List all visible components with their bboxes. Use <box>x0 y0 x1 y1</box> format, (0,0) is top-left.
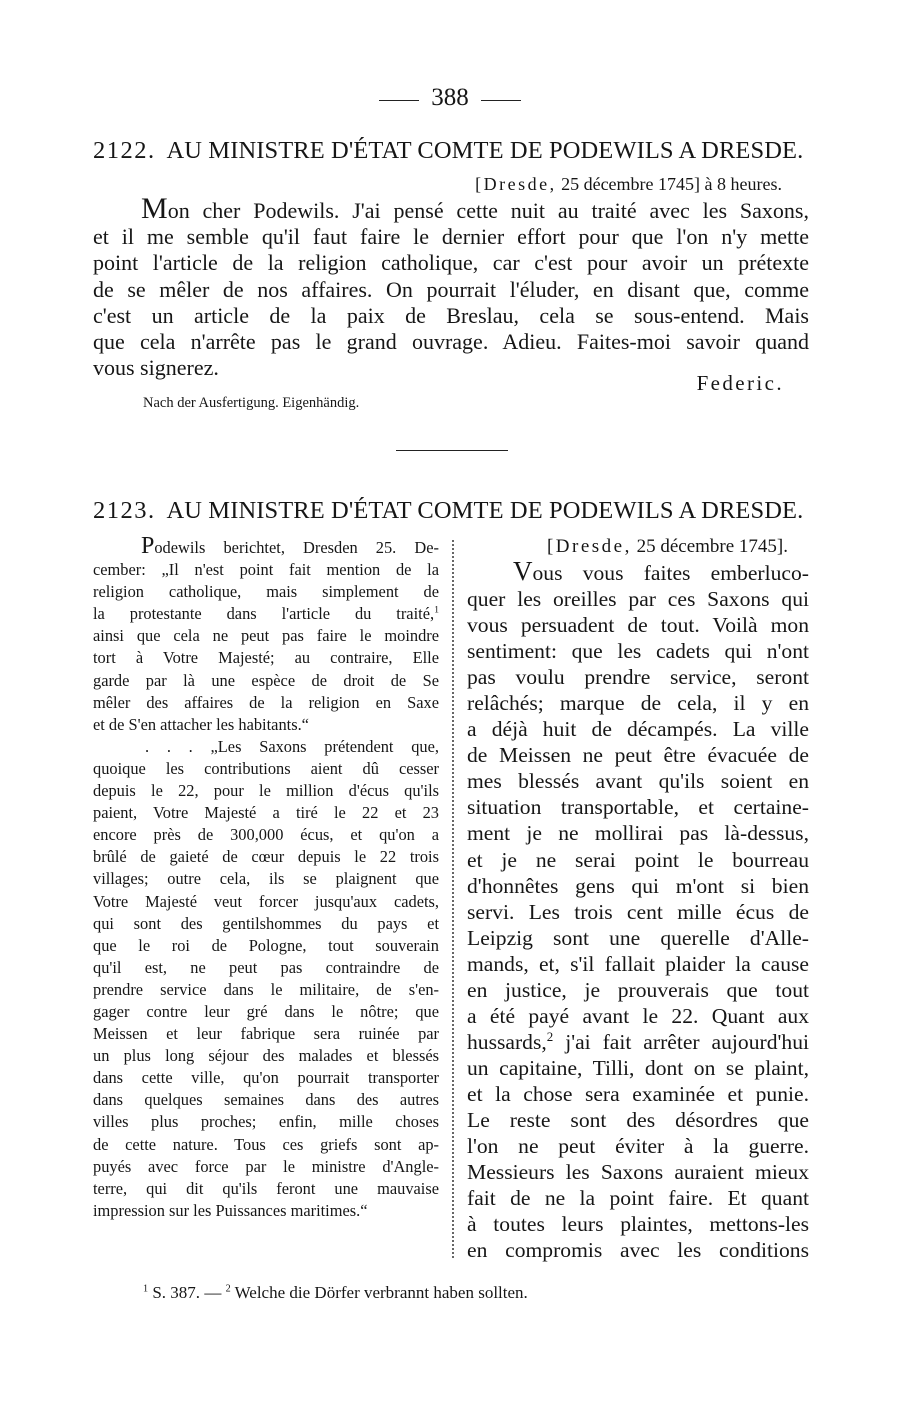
folio-dash-left <box>379 100 419 101</box>
folio-dash-right <box>481 100 521 101</box>
report-line: prendre service dans le militaire, de s'en- <box>93 979 439 999</box>
body-line: et il me semble qu'il faut faire le dernier effort pour que l'on n'y mette <box>93 224 809 250</box>
footnote-2-text: Welche die Dörfer verbrannt haben sollten. <box>234 1283 528 1302</box>
dateline-place: [Dresde, <box>546 536 632 557</box>
report-line: . . . „Les Saxons prétendent que, <box>145 736 439 756</box>
report-line: tort à Votre Majesté; au contraire, Elle <box>93 648 439 668</box>
letter-2122-body <box>93 192 809 381</box>
report-line: encore près de 300,000 écus, et qu'on a <box>93 825 439 845</box>
report-line: terre, qui dit qu'ils feront une mauvaise <box>93 1178 439 1198</box>
reply-line: servi. Les trois cent mille écus de <box>467 899 809 924</box>
report-line: villes plus proches; enfin, mille choses <box>93 1112 439 1132</box>
footnote-separator: — <box>204 1283 222 1302</box>
reply-line: vous persuadent de tout. Voilà mon <box>467 613 809 638</box>
footnote-2-mark: 2 <box>225 1283 231 1295</box>
letter-2122-heading <box>93 137 809 165</box>
report-line: mêler des affaires de la religion en Saxe <box>93 692 439 712</box>
reply-line: pas voulu prendre service, seront <box>467 665 809 690</box>
reply-line: l'on ne peut éviter à la guerre. <box>467 1134 809 1159</box>
report-line: qui sont des gentilshommes du pays et <box>93 913 439 933</box>
page-number: 388 <box>431 84 469 111</box>
report-line: garde par là une espèce de droit de Se <box>93 670 439 690</box>
reply-line: a été payé avant le 22. Quant aux <box>467 1003 809 1028</box>
report-line: religion catholique, mais simplement de <box>93 582 439 602</box>
report-line: brûlé de gaieté de cœur depuis le 22 trois <box>93 847 439 867</box>
reply-line: en justice, je prouverais que tout <box>467 977 809 1002</box>
dateline-place: [Dresde, <box>475 174 557 194</box>
reply-line: quer les oreilles par ces Saxons qui <box>467 587 809 612</box>
report-line: Votre Majesté veut forcer jusqu'aux cadets, <box>93 891 439 911</box>
letter-2123-title: AU MINISTRE D'ÉTAT COMTE DE PODEWILS A DRESDE. <box>166 497 804 524</box>
body-line: vous signerez. <box>93 355 219 381</box>
report-line: de cette nature. Tous ces griefs sont ap- <box>93 1134 439 1154</box>
reply-line: ment je ne mollirai pas là-dessus, <box>467 821 809 846</box>
report-line: gager contre leur gré dans le nôtre; que <box>93 1001 439 1021</box>
letter-2122-number: 2122. <box>93 137 156 164</box>
dateline-date: 25 décembre 1745] <box>561 174 701 194</box>
report-line: paient, Votre Majesté a tiré le 22 et 23 <box>93 803 439 823</box>
report-line: dans quelques semaines dans des autres <box>93 1090 439 1110</box>
reply-initial: V <box>513 556 533 586</box>
footnotes <box>143 1283 528 1303</box>
report-initial: P <box>141 533 155 559</box>
report-line: la protestante dans l'article du traité,$^1$ <box>93 604 439 624</box>
reply-line: mes blessés avant qu'ils soient en <box>467 769 809 794</box>
reply-line: a déjà huit de décampés. La ville <box>467 717 809 742</box>
section-separator-rule <box>396 450 508 451</box>
podewils-report-column <box>93 533 439 1222</box>
column-divider-dotted <box>452 540 454 1258</box>
footnote-ref: 2 <box>546 1028 554 1044</box>
reply-line: à toutes leurs plaintes, mettons-les <box>467 1212 809 1237</box>
king-reply-column <box>467 556 809 1263</box>
report-line: impression sur les Puissances maritimes.“ <box>93 1200 368 1220</box>
report-line: Meissen et leur fabrique sera ruinée par <box>93 1024 439 1044</box>
reply-line: mands, et, s'il fallait plaider la cause <box>467 951 809 976</box>
reply-line: un capitaine, Tilli, dont on se plaint, <box>467 1055 809 1080</box>
reply-line: de Meissen ne peut être évacuée de <box>467 743 809 768</box>
reply-line: et je ne serai point le bourreau <box>467 847 809 872</box>
report-line: puyés avec force par le ministre d'Angle- <box>93 1156 439 1176</box>
body-line: c'est un article de la paix de Breslau, cela se sous-entend. Mais <box>93 302 809 328</box>
reply-line: Leipzig sont une querelle d'Alle- <box>467 925 809 950</box>
letter-2122-source-note: Nach der Ausfertigung. Eigenhändig. <box>143 395 360 411</box>
reply-line: hussards,$^2$ j'ai fait arrêter aujourd'hui <box>467 1028 809 1054</box>
body-line: point l'article de la religion catholique, car c'est pour avoir un prétexte <box>93 250 809 276</box>
report-line: villages; outre cela, ils se plaignent que <box>93 869 439 889</box>
report-line: et de S'en attacher les habitants.“ <box>93 714 309 734</box>
body-line: de se mêler de nos affaires. On pourrait l'éluder, en disant que, comme <box>93 276 809 302</box>
body-line: Mon cher Podewils. J'ai pensé cette nuit au traité avec les Saxons, <box>141 192 809 225</box>
dateline-time: à 8 heures. <box>704 174 782 194</box>
report-line: qu'il est, ne peut pas contraindre de <box>93 957 439 977</box>
report-line: que le roi de Pologne, tout souverain <box>93 935 439 955</box>
report-line: ainsi que cela ne peut pas faire le moindre <box>93 626 439 646</box>
reply-line: Le reste sont des désordres que <box>467 1107 809 1132</box>
reply-line: situation transportable, et certaine- <box>467 795 809 820</box>
letter-2122-title: AU MINISTRE D'ÉTAT COMTE DE PODEWILS A DRESDE. <box>166 137 804 164</box>
reply-line: sentiment: que les cadets qui n'ont <box>467 639 809 664</box>
reply-line: relâchés; marque de cela, il y en <box>467 691 809 716</box>
reply-line: en compromis avec les conditions <box>467 1238 809 1263</box>
report-line: un plus long séjour des malades et blessés <box>93 1046 439 1066</box>
page-number-header <box>0 84 900 112</box>
report-line: dans cette ville, qu'on pourrait transporter <box>93 1068 439 1088</box>
reply-line: et la chose sera examinée et punie. <box>467 1081 809 1106</box>
body-line: que cela n'arrête pas le grand ouvrage. Adieu. Faites-moi savoir quand <box>93 328 809 354</box>
drop-initial: M <box>141 192 168 225</box>
letter-2122-dateline <box>475 174 782 195</box>
report-line: Podewils berichtet, Dresden 25. De- <box>141 533 439 559</box>
report-line: quoique les contributions aient dû cesser <box>93 758 439 778</box>
dateline-date: 25 décembre 1745]. <box>636 536 788 557</box>
letter-2123-dateline <box>547 536 788 558</box>
letter-2122-signature: Federic. <box>696 371 784 395</box>
letter-2123-heading <box>93 497 809 525</box>
reply-line: Messieurs les Saxons auraient mieux <box>467 1160 809 1185</box>
footnote-1-mark: 1 <box>143 1283 149 1295</box>
footnote-ref: 1 <box>434 604 439 616</box>
report-line: cember: „Il n'est point fait mention de la <box>93 560 439 580</box>
letter-2123-number: 2123. <box>93 497 156 524</box>
reply-line: d'honnêtes gens qui m'ont si bien <box>467 873 809 898</box>
reply-line: fait de ne la point faire. Et quant <box>467 1186 809 1211</box>
footnote-1-text: S. 387. <box>152 1283 201 1302</box>
report-line: depuis le 22, pour le million d'écus qu'ils <box>93 781 439 801</box>
reply-line: Vous vous faites emberluco- <box>513 556 809 586</box>
